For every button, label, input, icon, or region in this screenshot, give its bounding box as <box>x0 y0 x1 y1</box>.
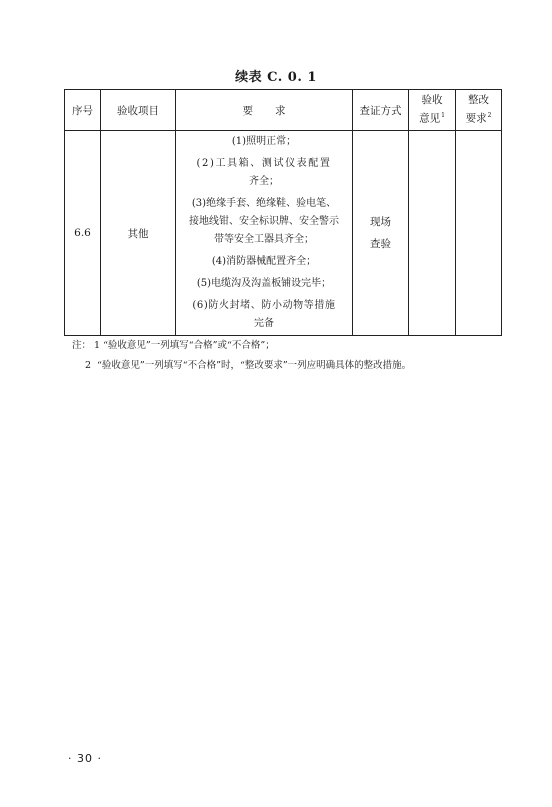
table-row <box>65 131 502 336</box>
requirement-line: (6)防火封堵、防小动物等措施 <box>192 300 336 311</box>
row-opinion <box>409 131 456 336</box>
requirement-line: (3)绝缘手套、绝缘鞋、验电笔、 <box>191 198 337 209</box>
header-rectify-sup: 2 <box>487 112 492 120</box>
requirement-line: 带等安全工器具齐全； <box>214 234 314 245</box>
requirement-line: (4)消防器械配置齐全； <box>211 256 317 267</box>
row-method <box>353 131 409 336</box>
requirement-line: (5)电缆沟及沟盖板铺设完毕； <box>196 278 332 289</box>
header-index: 序号 <box>65 90 101 131</box>
requirement-line: (2)工具箱、测试仪表配置 <box>196 158 332 169</box>
row-method-line1: 现场 <box>370 216 391 228</box>
row-rectify <box>456 131 502 336</box>
requirement-line: 接地线钳、安全标识牌、安全警示 <box>189 216 339 227</box>
header-requirement-b: 求 <box>275 104 286 117</box>
header-item: 验收项目 <box>101 90 176 131</box>
header-opinion-line2: 意见 <box>419 112 441 125</box>
header-method: 查证方式 <box>353 90 409 131</box>
note-2-num: 2 <box>84 360 91 371</box>
table-notes <box>72 336 411 376</box>
note-1-num: 1 <box>94 340 101 351</box>
note-2 <box>72 356 411 376</box>
acceptance-table <box>64 89 502 336</box>
page-number: · 30 · <box>68 752 102 765</box>
header-rectify-line1: 整改 <box>468 94 489 107</box>
note-prefix: 注： <box>72 340 92 351</box>
header-requirement <box>176 90 353 131</box>
header-requirement-a: 要 <box>242 104 253 117</box>
row-requirements <box>176 131 353 336</box>
table-title: 续表 C. 0. 1 <box>235 70 317 85</box>
header-opinion <box>409 90 456 131</box>
requirement-line: 完备 <box>254 318 274 329</box>
requirement-line: 齐全； <box>249 176 279 187</box>
note-1-text: “验收意见”一列填写“合格”或“不合格”； <box>103 340 275 351</box>
note-2-text: “验收意见”一列填写“不合格”时，“整改要求”一列应明确具体的整改措施。 <box>97 360 412 371</box>
row-index: 6.6 <box>65 131 101 336</box>
header-opinion-sup: 1 <box>441 112 445 120</box>
row-item: 其他 <box>101 131 176 336</box>
requirement-line: (1)照明正常； <box>231 136 297 147</box>
note-1 <box>72 336 411 356</box>
header-opinion-line1: 验收 <box>421 94 443 107</box>
header-rectify-line2: 要求 <box>465 112 487 125</box>
header-rectify <box>456 90 502 131</box>
row-method-line2: 查验 <box>370 238 391 250</box>
table-header-row <box>65 90 502 131</box>
